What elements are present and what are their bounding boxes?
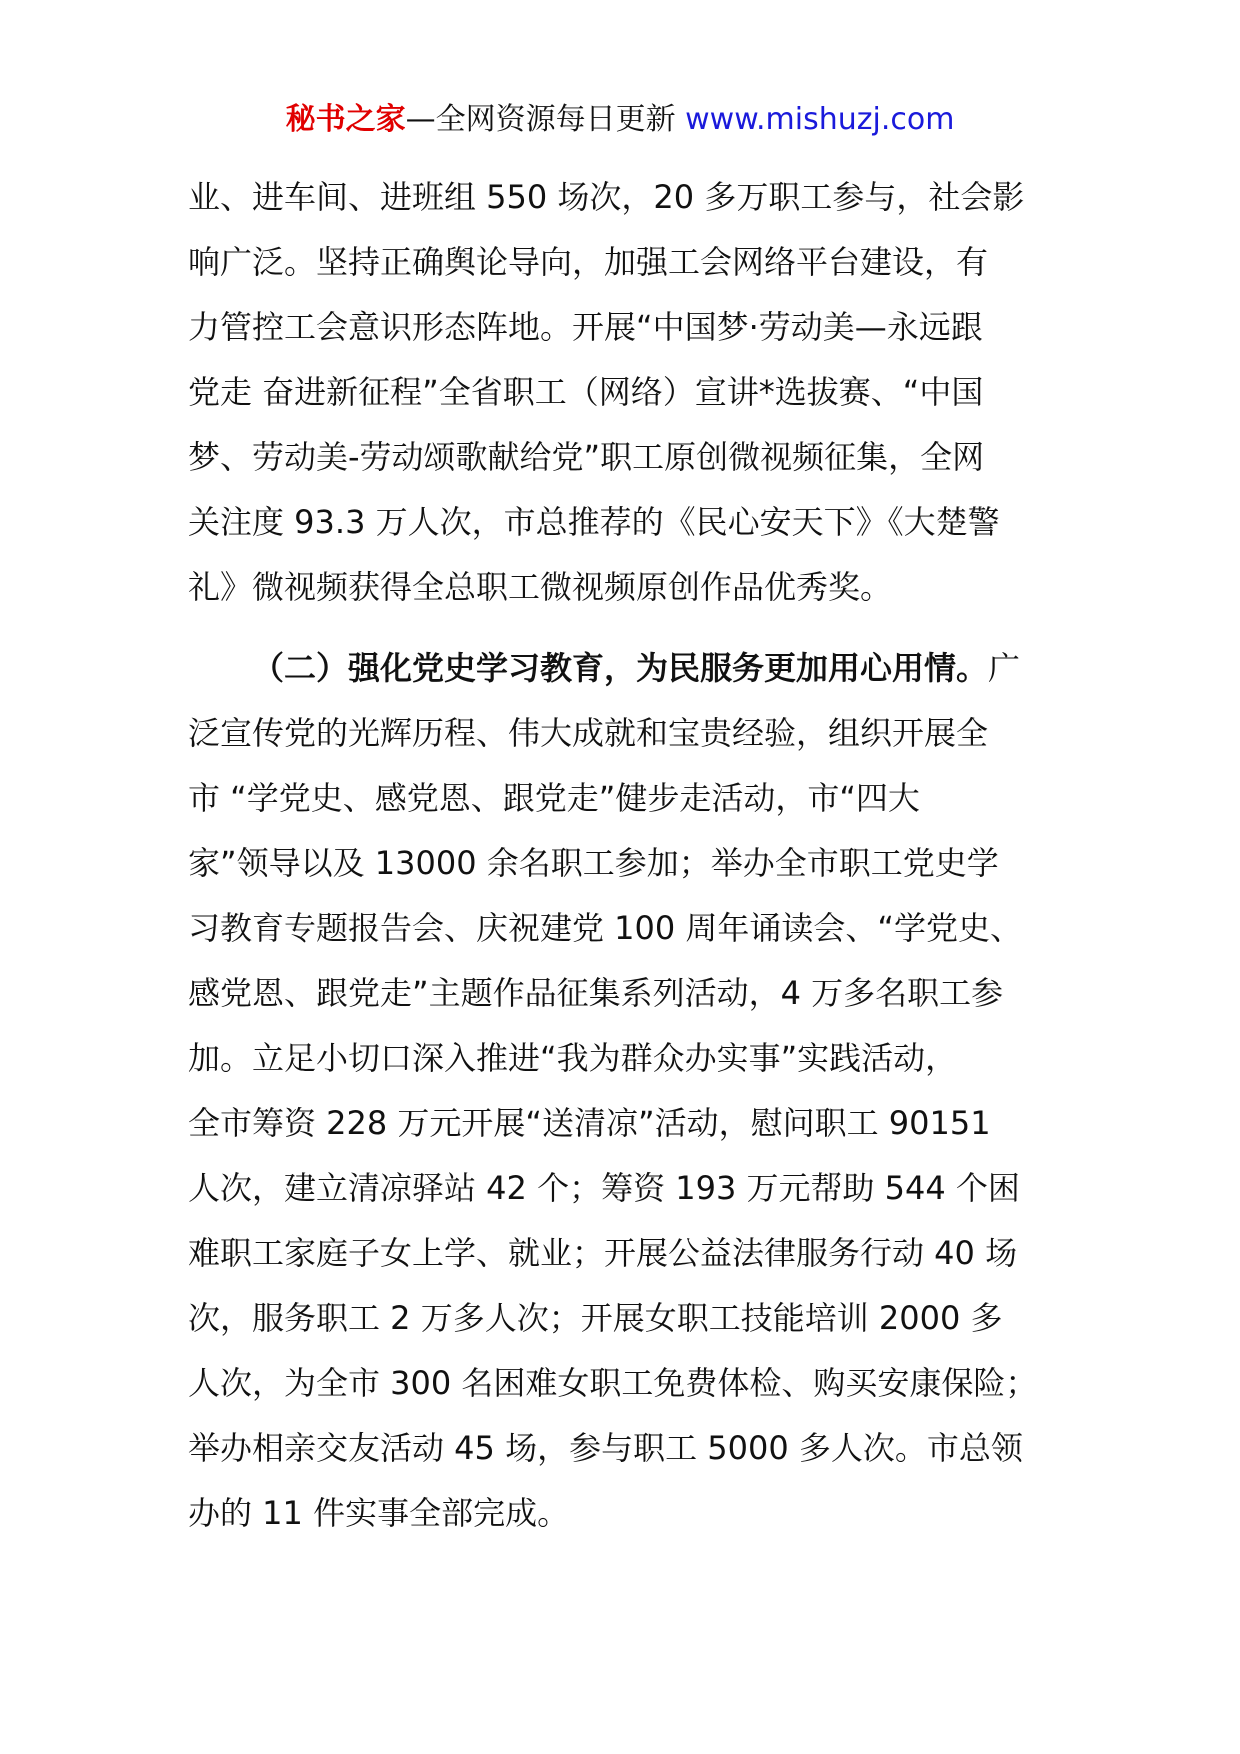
text-line: 习教育专题报告会、庆祝建党 100 周年诵读会、“学党史、 [188, 909, 1023, 947]
text-line: 办的 11 件实事全部完成。 [188, 1494, 570, 1532]
paragraph-2 [188, 636, 1088, 1546]
text-line: 难职工家庭子女上学、就业；开展公益法律服务行动 40 场 [188, 1234, 1018, 1272]
paragraph-gap [188, 620, 1088, 636]
text-line: 党走 奋进新征程”全省职工（网络）宣讲*选拔赛、“中国 [188, 373, 984, 411]
text-line: 人次，为全市 300 名困难女职工免费体检、购买安康保险； [188, 1364, 1038, 1402]
text-line: 响广泛。坚持正确舆论导向，加强工会网络平台建设，有 [188, 243, 989, 281]
text-line: 业、进车间、进班组 550 场次，20 多万职工参与，社会影 [188, 178, 1025, 216]
text-line: 力管控工会意识形态阵地。开展“中国梦·劳动美—永远跟 [188, 308, 983, 346]
text-line: 泛宣传党的光辉历程、伟大成就和宝贵经验，组织开展全 [188, 714, 989, 752]
page-header [0, 100, 1240, 140]
text-line: 梦、劳动美-劳动颂歌献给党”职工原创微视频征集，全网 [188, 438, 985, 476]
heading-line-tail: 广 [988, 649, 1021, 687]
text-line: 人次，建立清凉驿站 42 个；筹资 193 万元帮助 544 个困 [188, 1169, 1020, 1207]
paragraph-1 [188, 165, 1088, 620]
header-slogan: —全网资源每日更新 [405, 102, 686, 137]
text-line: 家”领导以及 13000 余名职工参加；举办全市职工党史学 [188, 844, 999, 882]
section-heading-line [188, 636, 1088, 701]
text-line: 感党恩、跟党走”主题作品征集系列活动，4 万多名职工参 [188, 974, 1004, 1012]
website-link[interactable]: www.mishuzj.com [685, 102, 955, 137]
document-body [188, 165, 1088, 1546]
text-line: 举办相亲交友活动 45 场，参与职工 5000 多人次。市总领 [188, 1429, 1023, 1467]
text-line: 市 “学党史、感党恩、跟党走”健步走活动，市“四大 [188, 779, 920, 817]
brand-name: 秘书之家 [285, 102, 406, 137]
text-line: 全市筹资 228 万元开展“送清凉”活动，慰问职工 90151 [188, 1104, 991, 1142]
text-line: 礼》微视频获得全总职工微视频原创作品优秀奖。 [188, 568, 893, 606]
text-line: 次，服务职工 2 万多人次；开展女职工技能培训 2000 多 [188, 1299, 1003, 1337]
section-heading: （二）强化党史学习教育，为民服务更加用心用情。 [252, 649, 989, 687]
text-line: 关注度 93.3 万人次，市总推荐的《民心安天下》《大楚警 [188, 503, 1000, 541]
text-line: 加。立足小切口深入推进“我为群众办实事”实践活动， [188, 1039, 958, 1077]
